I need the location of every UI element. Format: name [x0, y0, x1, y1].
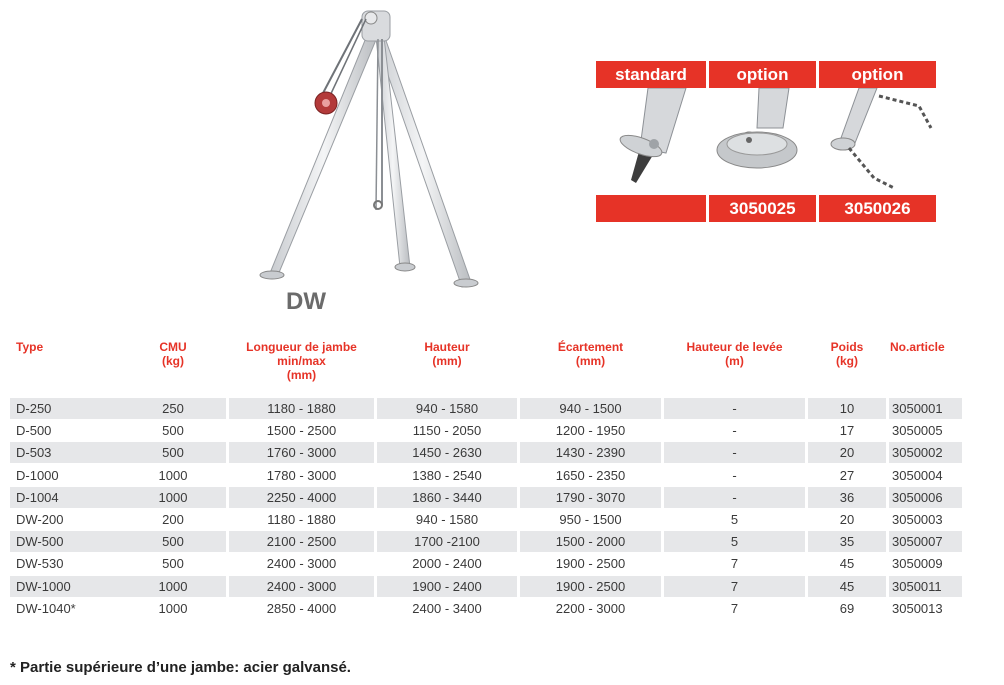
table-row — [10, 487, 945, 508]
cell-article: 3050009 — [892, 556, 943, 571]
cell-weight: 20 — [839, 512, 855, 527]
chain-foot-image — [819, 88, 936, 195]
cell-spread: 1650 - 2350 — [555, 468, 626, 483]
cell-leg-length: 1760 - 3000 — [229, 442, 374, 463]
cell-type: DW-1000 — [10, 576, 122, 597]
cell-spread: 1900 - 2500 — [555, 556, 626, 571]
cell-height: 1860 - 3440 — [377, 487, 517, 508]
cell-height: 940 - 1580 — [415, 512, 479, 527]
header-weight: Poids (kg) — [830, 340, 864, 368]
cell-lift-height: - — [732, 468, 737, 483]
cell-height: 2400 - 3400 — [412, 601, 482, 616]
cell-lift-height: 5 — [664, 531, 805, 552]
header-height: Hauteur (mm) — [424, 340, 470, 368]
cell-cmu: 500 — [162, 423, 184, 438]
header-cmu: CMU (kg) — [159, 340, 187, 368]
cell-height: 1150 - 2050 — [412, 423, 482, 438]
cell-weight: 45 — [808, 576, 886, 597]
cell-lift-height: - — [732, 423, 737, 438]
table-row — [10, 398, 945, 419]
cell-leg-length: 1500 - 2500 — [266, 423, 337, 438]
cell-lift-height: 5 — [730, 512, 739, 527]
cell-article: 3050013 — [892, 601, 943, 616]
cell-leg-length: 1780 - 3000 — [266, 468, 337, 483]
cell-type: DW-530 — [16, 556, 64, 571]
cell-height: 940 - 1580 — [377, 398, 517, 419]
option-header-standard: standard — [596, 61, 706, 88]
cell-cmu: 500 — [120, 442, 226, 463]
cell-spread: 1500 - 2000 — [520, 531, 661, 552]
swivel-foot-image — [709, 88, 816, 195]
cell-lift-height: - — [664, 487, 805, 508]
product-model-label: DW — [286, 288, 326, 315]
cell-weight: 35 — [808, 531, 886, 552]
cell-weight: 36 — [808, 487, 886, 508]
cell-weight: 45 — [839, 556, 855, 571]
cell-spread: 950 - 1500 — [559, 512, 622, 527]
cell-leg-length: 1180 - 1880 — [267, 512, 336, 527]
header-leg-length: Longueur de jambe min/max (mm) — [246, 340, 357, 382]
table-row — [10, 420, 945, 441]
cell-type: D-1000 — [16, 468, 59, 483]
cell-cmu: 200 — [162, 512, 184, 527]
header-type: Type — [16, 340, 44, 354]
table-row — [10, 442, 945, 463]
table-row — [10, 576, 945, 597]
option-article-standard — [596, 195, 706, 222]
cell-height: 2000 - 2400 — [412, 556, 482, 571]
cell-cmu: 1000 — [120, 487, 226, 508]
cell-cmu: 1000 — [158, 468, 188, 483]
header-lift-height: Hauteur de levée (m) — [686, 340, 783, 368]
cell-height: 1450 - 2630 — [377, 442, 517, 463]
cell-type: D-250 — [10, 398, 122, 419]
cell-weight: 17 — [839, 423, 855, 438]
cell-type: DW-200 — [16, 512, 64, 527]
cell-article: 3050002 — [889, 442, 962, 463]
header-article: No.article — [890, 340, 945, 354]
cell-type: DW-500 — [10, 531, 122, 552]
table-row — [10, 598, 945, 619]
tripod-image — [250, 5, 490, 290]
cell-height: 1700 -2100 — [377, 531, 517, 552]
table-row — [10, 553, 945, 574]
cell-spread: 1790 - 3070 — [520, 487, 661, 508]
cell-lift-height: - — [664, 398, 805, 419]
cell-leg-length: 2400 - 3000 — [229, 576, 374, 597]
cell-spread: 1900 - 2500 — [520, 576, 661, 597]
table-row — [10, 465, 945, 486]
cell-lift-height: 7 — [664, 576, 805, 597]
cell-leg-length: 2400 - 3000 — [266, 556, 337, 571]
cell-article: 3050007 — [889, 531, 962, 552]
cell-cmu: 250 — [120, 398, 226, 419]
cell-type: DW-1040* — [16, 601, 76, 616]
cell-article: 3050005 — [892, 423, 943, 438]
cell-spread: 2200 - 3000 — [555, 601, 626, 616]
cell-leg-length: 2850 - 4000 — [266, 601, 337, 616]
table-row — [10, 531, 945, 552]
option-article-2: 3050026 — [819, 195, 936, 222]
cell-type: D-1004 — [10, 487, 122, 508]
cell-leg-length: 1180 - 1880 — [229, 398, 374, 419]
cell-article: 3050003 — [892, 512, 943, 527]
cell-leg-length: 2100 - 2500 — [229, 531, 374, 552]
cell-weight: 69 — [839, 601, 855, 616]
cell-spread: 940 - 1500 — [520, 398, 661, 419]
cell-weight: 10 — [808, 398, 886, 419]
option-article-1: 3050025 — [709, 195, 816, 222]
cell-spread: 1430 - 2390 — [520, 442, 661, 463]
cell-cmu: 1000 — [158, 601, 188, 616]
cell-article: 3050004 — [892, 468, 943, 483]
table-row — [10, 509, 945, 530]
cell-type: D-503 — [10, 442, 122, 463]
cell-article: 3050011 — [889, 576, 962, 597]
option-header-option-2: option — [819, 61, 936, 88]
cell-article: 3050001 — [889, 398, 962, 419]
cell-spread: 1200 - 1950 — [555, 423, 626, 438]
header-spread: Écartement (mm) — [557, 340, 624, 368]
cell-height: 1900 - 2400 — [377, 576, 517, 597]
standard-foot-image — [596, 88, 706, 195]
cell-lift-height: - — [664, 442, 805, 463]
footnote: * Partie supérieure d’une jambe: acier galvansé. — [10, 659, 351, 676]
cell-cmu: 1000 — [120, 576, 226, 597]
option-header-option-1: option — [709, 61, 816, 88]
cell-leg-length: 2250 - 4000 — [229, 487, 374, 508]
cell-type: D-500 — [16, 423, 52, 438]
cell-weight: 20 — [808, 442, 886, 463]
cell-lift-height: 7 — [730, 601, 739, 616]
cell-height: 1380 - 2540 — [412, 468, 482, 483]
cell-cmu: 500 — [162, 556, 184, 571]
cell-cmu: 500 — [120, 531, 226, 552]
cell-lift-height: 7 — [730, 556, 739, 571]
cell-article: 3050006 — [889, 487, 962, 508]
cell-weight: 27 — [839, 468, 855, 483]
